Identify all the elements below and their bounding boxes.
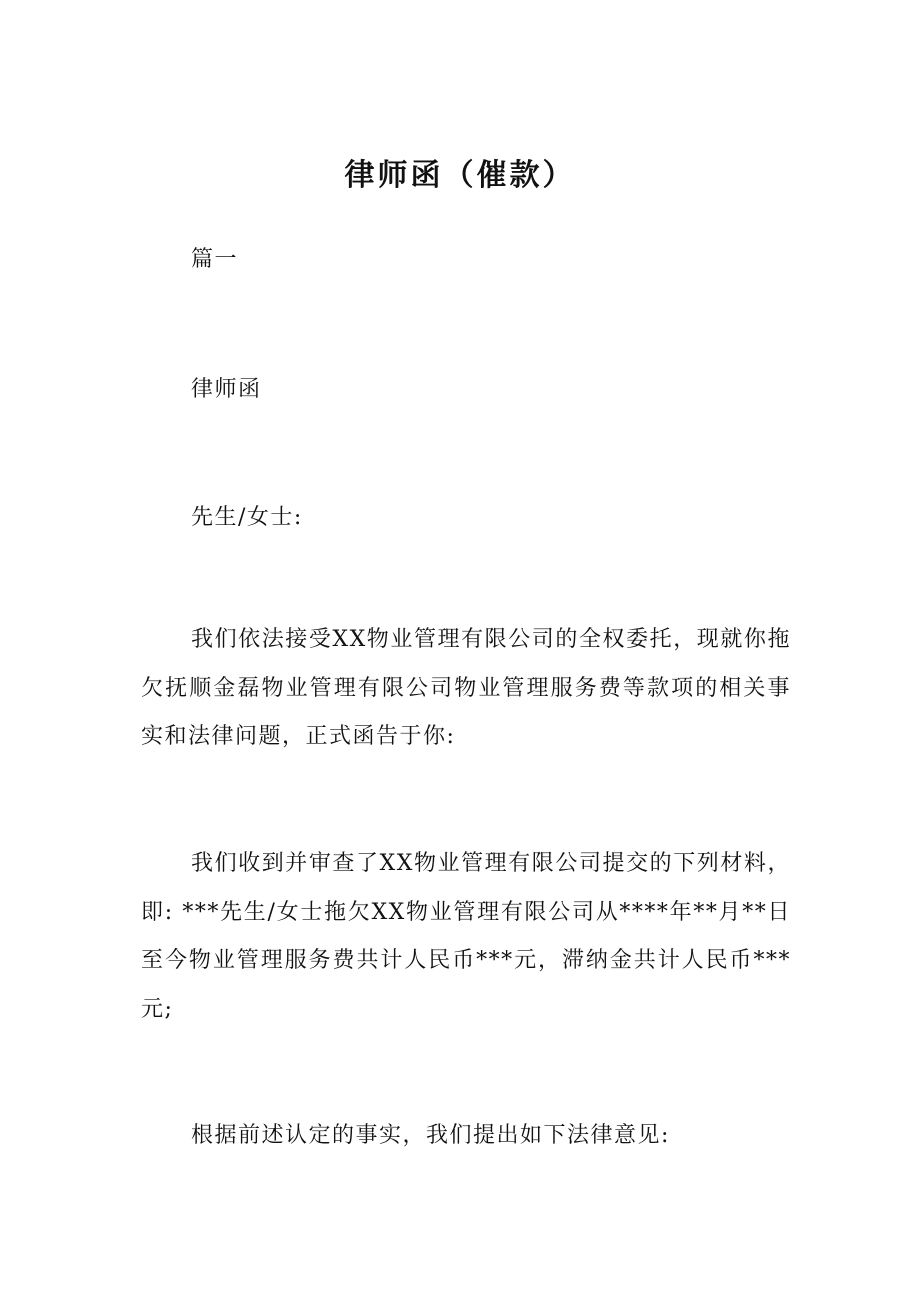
paragraph-commission: 我们依法接受XX物业管理有限公司的全权委托，现就你拖欠抚顺金磊物业管理有限公司物业管理服务费等款项的相关事实和法律问题，正式函告于你: <box>141 627 791 749</box>
salutation: 先生/女士: <box>191 505 303 530</box>
paragraph-legal-opinion: 根据前述认定的事实，我们提出如下法律意见: <box>191 1123 670 1148</box>
letter-heading: 律师函 <box>191 377 262 402</box>
paragraph-materials: 我们收到并审查了XX物业管理有限公司提交的下列材料，即: ***先生/女士拖欠XX物业管理有限公司从****年**月**日至今物业管理服务费共计人民币***元，滞纳金共计人民币***元; <box>141 851 791 1022</box>
section-label: 篇一 <box>191 247 239 272</box>
document-title: 律师函（催款） <box>344 158 576 193</box>
